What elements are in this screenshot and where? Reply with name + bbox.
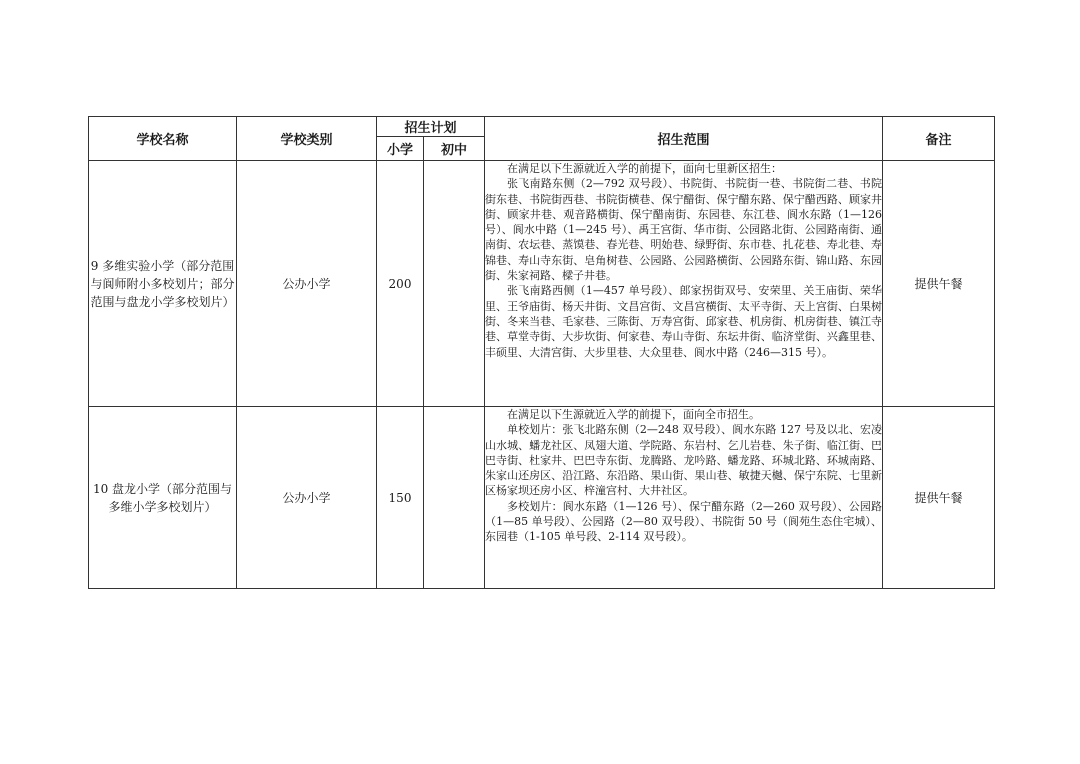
primary-quota-cell: 150 bbox=[377, 407, 424, 589]
header-school-name: 学校名称 bbox=[89, 117, 237, 161]
header-remarks: 备注 bbox=[883, 117, 995, 161]
header-primary: 小学 bbox=[377, 137, 424, 161]
table-row bbox=[89, 161, 995, 407]
school-name-cell: 10 盘龙小学（部分范围与多维小学多校划片） bbox=[89, 407, 237, 589]
remarks-cell: 提供午餐 bbox=[883, 161, 995, 407]
remarks-cell: 提供午餐 bbox=[883, 407, 995, 589]
enrollment-scope-cell bbox=[485, 161, 883, 407]
middle-quota-cell bbox=[424, 407, 485, 589]
scope-paragraph: 张飞南路东侧（2—792 双号段）、书院街、书院街一巷、书院街二巷、书院街东巷、书院街西巷、书院街横巷、保宁醋街、保宁醋东路、保宁醋西路、顾家井街、顾家井巷、观音路横街、保宁醋南街、东园巷、东江巷、阆水东路（1—126 号）、阆水中路（1—245 号）、禹王宫街、华市街、公园路北街、公园路南街、通南街、农坛巷、蒸馍巷、春光巷、明始巷、绿野街、东市巷、扎花巷、寿北巷、寿锦巷、寿山寺东街、皂角树巷、公园路、公园路横街、公园路东街、锦山路、东园街、朱家祠路、樑子井巷。 bbox=[485, 177, 883, 283]
school-type-cell: 公办小学 bbox=[237, 407, 377, 589]
scope-paragraph: 多校划片：阆水东路（1—126 号）、保宁醋东路（2—260 双号段）、公园路（1—85 单号段）、公园路（2—80 双号段）、书院街 50 号（阆苑生态住宅城）、东园巷（1-105 单号段、2-114 双号段）。 bbox=[485, 499, 883, 544]
header-middle: 初中 bbox=[424, 137, 485, 161]
header-enrollment-plan: 招生计划 bbox=[377, 117, 485, 137]
scope-paragraph: 在满足以下生源就近入学的前提下，面向全市招生。 bbox=[507, 408, 761, 421]
enrollment-table bbox=[88, 116, 995, 589]
enrollment-scope-cell bbox=[485, 407, 883, 589]
table-row bbox=[89, 407, 995, 589]
primary-quota-cell: 200 bbox=[377, 161, 424, 407]
header-enrollment-scope: 招生范围 bbox=[485, 117, 883, 161]
header-school-type: 学校类别 bbox=[237, 117, 377, 161]
school-name-cell: 9 多维实验小学（部分范围与阆师附小多校划片；部分范围与盘龙小学多校划片） bbox=[89, 161, 237, 407]
middle-quota-cell bbox=[424, 161, 485, 407]
school-type-cell: 公办小学 bbox=[237, 161, 377, 407]
scope-paragraph: 在满足以下生源就近入学的前提下，面向七里新区招生： bbox=[507, 162, 783, 175]
scope-paragraph: 张飞南路西侧（1—457 单号段）、郎家拐街双号、安荣里、关王庙街、荣华里、王爷庙街、杨天井街、文昌宫街、文昌宫横街、太平寺街、天上宫街、白果树街、冬来当巷、毛家巷、三陈街、万寿宫街、邱家巷、机房街、机房街巷、镇江寺巷、草堂寺街、大步坎街、何家巷、寿山寺街、东坛井街、临济堂街、兴鑫里巷、丰硕里、大清宫街、大步里巷、大众里巷、阆水中路（246—315 号）。 bbox=[485, 284, 883, 359]
scope-paragraph: 单校划片：张飞北路东侧（2—248 双号段）、阆水东路 127 号及以北、宏凌山水城、蟠龙社区、凤翅大道、学院路、东岩村、乞儿岩巷、朱子街、临江街、巴巴寺街、杜家井、巴巴寺东街、龙腾路、龙吟路、蟠龙路、环城北路、环城南路、朱家山还房区、沿江路、东沿路、果山街、果山巷、敏捷天樾、保宁东院、七里新区杨家坝还房小区、梓潼宫村、大井社区。 bbox=[485, 423, 883, 498]
